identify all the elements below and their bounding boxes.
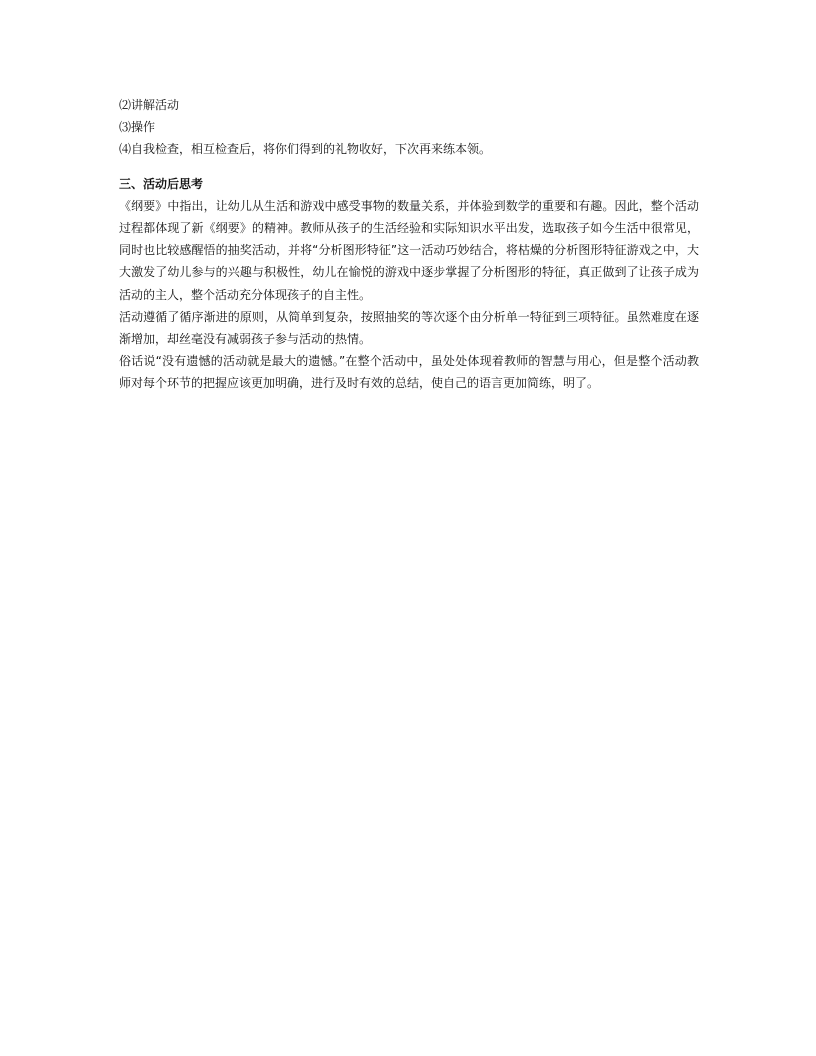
paragraph: 《纲要》中指出，让幼儿从生活和游戏中感受事物的数量关系，并体验到数学的重要和有趣。因此，整个活动过程都体现了新《纲要》的精神。教师从孩子的生活经验和实际知识水平出发，选取孩子如今生活中很常见，同时也比较感醒悟的抽奖活动，并将“分析图形特征”这一活动巧妙结合，将枯燥的分析图形特征游戏之中，大大激发了幼儿参与的兴趣与积极性，幼儿在愉悦的游戏中逐步掌握了分析图形的特征，真正做到了让孩子成为活动的主人，整个活动充分体现孩子的自主性。 bbox=[119, 198, 699, 302]
section-heading: 三、活动后思考 bbox=[119, 176, 204, 191]
document-body bbox=[119, 94, 699, 395]
paragraph: 活动遵循了循序渐进的原则，从简单到复杂，按照抽奖的等次逐个由分析单一特征到三项特征。虽然难度在逐渐增加，却丝毫没有减弱孩子参与活动的热情。 bbox=[119, 309, 699, 347]
step-3-text: ⑶操作 bbox=[119, 120, 156, 135]
step-2-text: ⑵讲解活动 bbox=[119, 98, 180, 112]
step-4-text: ⑷自我检查，相互检查后，将你们得到的礼物收好，下次再来练本领。 bbox=[119, 142, 492, 157]
paragraph: 俗话说“没有遗憾的活动就是最大的遗憾。”在整个活动中，虽处处体现着教师的智慧与用心，但是整个活动教师对每个环节的把握应该更加明确，进行及时有效的总结，使自己的语言更加简练，明了。 bbox=[119, 354, 699, 391]
